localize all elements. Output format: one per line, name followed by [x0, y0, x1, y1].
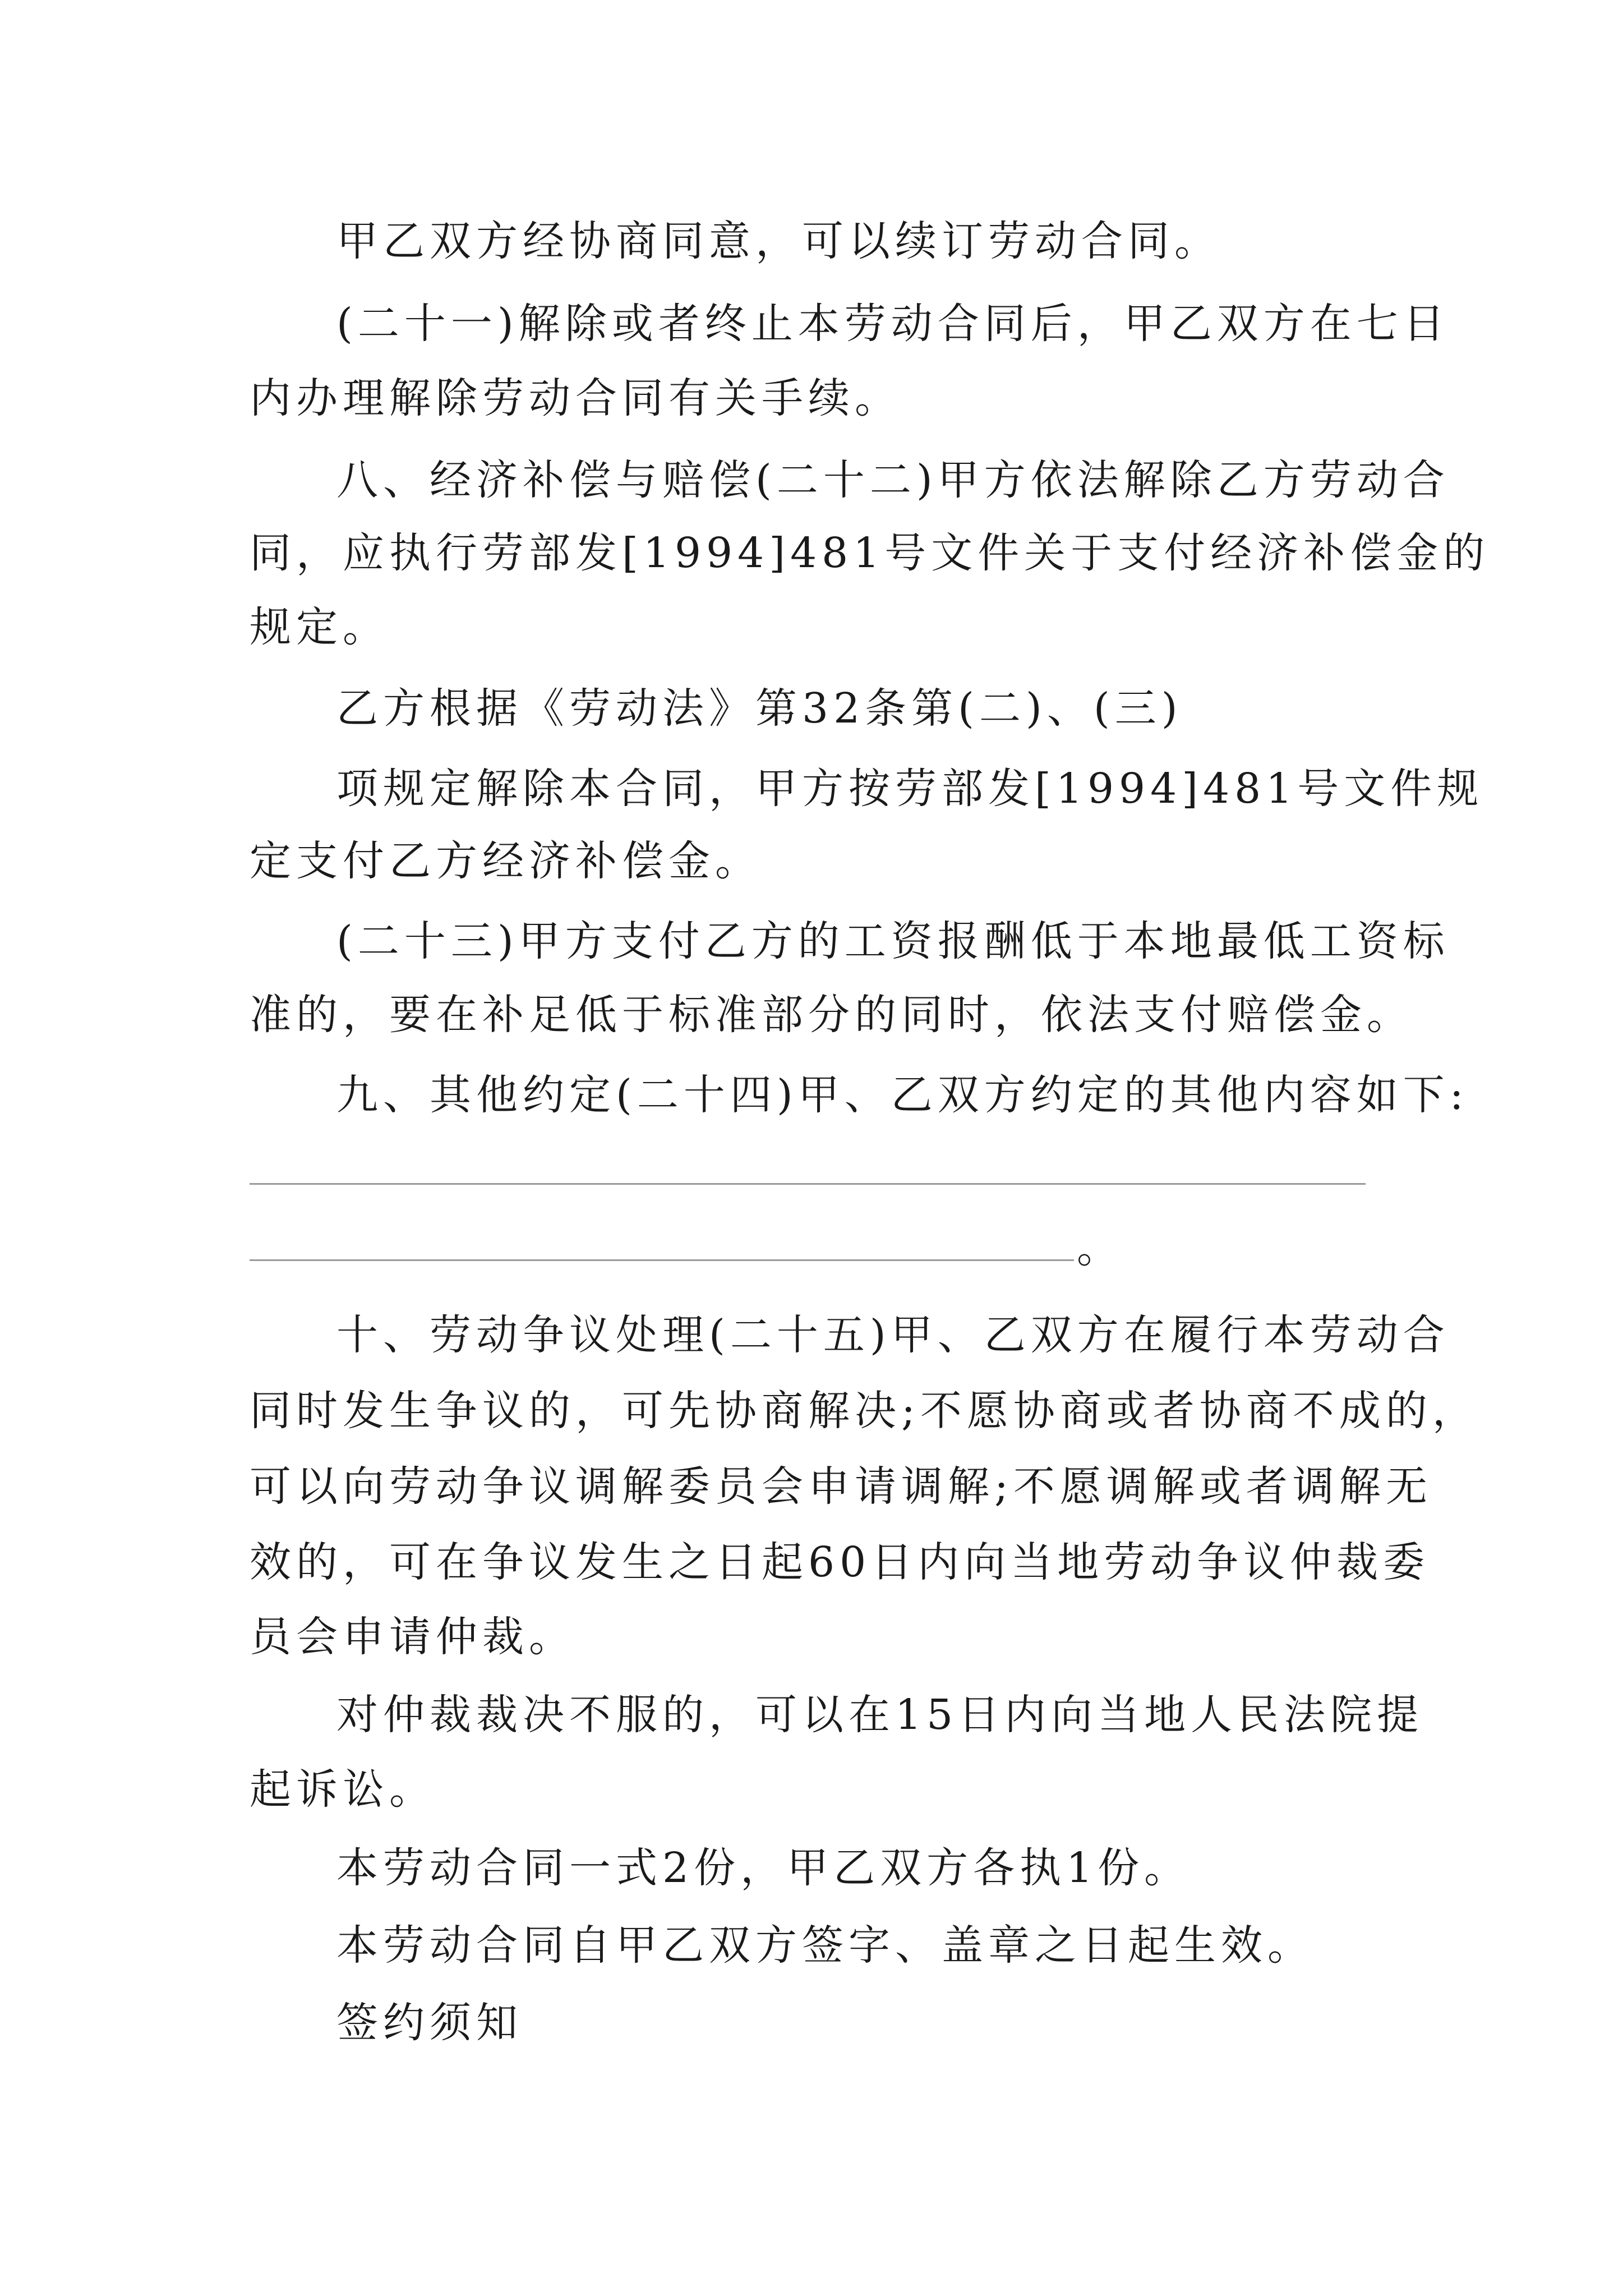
paragraph-line: 甲乙双方经协商同意，可以续订劳动合同。 [336, 217, 1221, 265]
paragraph-line: 签约须知 [336, 1999, 523, 2047]
paragraph-line: 对仲裁裁决不服的，可以在15日内向当地人民法院提 [336, 1691, 1424, 1739]
paragraph-line: 本劳动合同一式2份，甲乙双方各执1份。 [336, 1844, 1191, 1892]
paragraph-line: 员会申请仲裁。 [250, 1613, 575, 1661]
blank-end-punctuation: 。 [1077, 1224, 1123, 1272]
paragraph-line: 可以向劳动争议调解委员会申请调解;不愿调解或者调解无 [250, 1462, 1432, 1511]
paragraph-line: 规定。 [250, 603, 389, 651]
paragraph-line: 本劳动合同自甲乙双方签字、盖章之日起生效。 [336, 1921, 1314, 1970]
paragraph-line: 同时发生争议的，可先协商解决;不愿协商或者协商不成的， [250, 1387, 1479, 1435]
paragraph-line: 乙方根据《劳动法》第32条第(二)、(三) [336, 684, 1183, 733]
paragraph-line: (二十三)甲方支付乙方的工资报酬低于本地最低工资标 [336, 917, 1450, 965]
paragraph-line: 定支付乙方经济补偿金。 [250, 837, 762, 885]
paragraph-line: 项规定解除本合同，甲方按劳部发[1994]481号文件规 [336, 765, 1484, 813]
paragraph-line: 十、劳动争议处理(二十五)甲、乙双方在履行本劳动合 [336, 1311, 1450, 1359]
paragraph-line: 效的，可在争议发生之日起60日内向当地劳动争议仲裁委 [250, 1538, 1430, 1586]
paragraph-line: (二十一)解除或者终止本劳动合同后，甲乙双方在七日 [336, 300, 1450, 348]
paragraph-line: 准的，要在补足低于标准部分的同时，依法支付赔偿金。 [250, 991, 1413, 1039]
paragraph-line: 同，应执行劳部发[1994]481号文件关于支付经济补偿金的 [250, 529, 1490, 577]
paragraph-line: 起诉讼。 [250, 1765, 436, 1814]
paragraph-line: 八、经济补偿与赔偿(二十二)甲方依法解除乙方劳动合 [336, 456, 1450, 504]
fill-in-blank-line [250, 1183, 1366, 1185]
paragraph-line: 九、其他约定(二十四)甲、乙双方约定的其他内容如下: [336, 1071, 1469, 1119]
paragraph-line: 内办理解除劳动合同有关手续。 [250, 374, 901, 422]
fill-in-blank-line [250, 1259, 1074, 1261]
